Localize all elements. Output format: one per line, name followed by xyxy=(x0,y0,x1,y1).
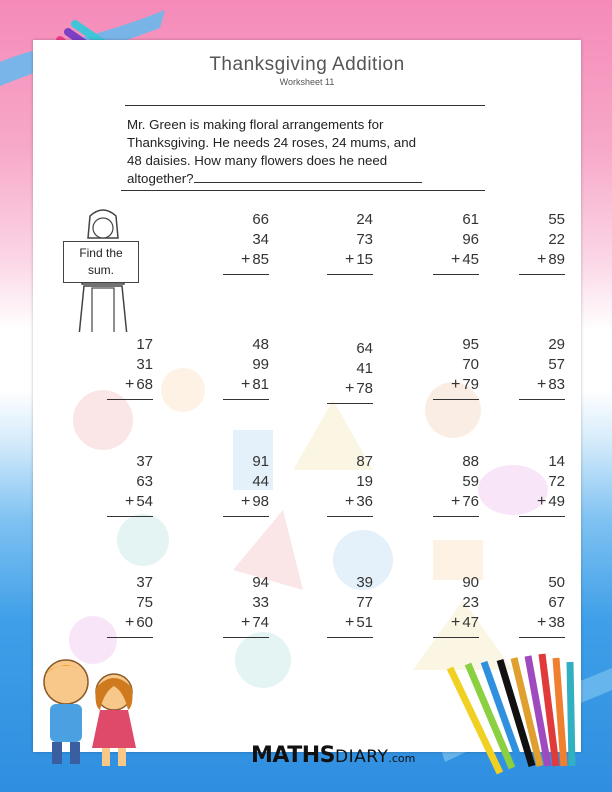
addition-problem xyxy=(209,335,269,400)
addition-problem xyxy=(209,573,269,638)
sum-line xyxy=(107,637,153,638)
addend-3: 36 xyxy=(356,493,373,510)
addend-2: 59 xyxy=(462,473,479,490)
addend-3: 74 xyxy=(252,614,269,631)
addend-2: 22 xyxy=(548,231,565,248)
addend-2: 34 xyxy=(252,231,269,248)
addition-problem xyxy=(93,573,153,638)
addend-1: 55 xyxy=(548,211,565,228)
addend-2: 77 xyxy=(356,594,373,611)
addend-3: 49 xyxy=(548,493,565,510)
addend-2: 67 xyxy=(548,594,565,611)
addend-2: 63 xyxy=(136,473,153,490)
addend-2: 99 xyxy=(252,356,269,373)
addend-1: 94 xyxy=(252,574,269,591)
addend-1: 64 xyxy=(356,340,373,357)
plus-sign: + xyxy=(536,376,547,393)
addend-2: 70 xyxy=(462,356,479,373)
sum-line xyxy=(433,637,479,638)
addend-1: 90 xyxy=(462,574,479,591)
plus-sign: + xyxy=(240,493,251,510)
children-illustration xyxy=(24,652,154,772)
addend-3: 60 xyxy=(136,614,153,631)
addend-1: 24 xyxy=(356,211,373,228)
addend-1: 29 xyxy=(548,336,565,353)
plus-sign: + xyxy=(344,251,355,268)
addend-3: 54 xyxy=(136,493,153,510)
sign-text-line-2: sum. xyxy=(87,263,114,277)
sum-line xyxy=(519,637,565,638)
addend-2: 96 xyxy=(462,231,479,248)
addition-problem xyxy=(505,452,565,517)
addend-2: 72 xyxy=(548,473,565,490)
addend-3-row xyxy=(313,379,373,399)
sum-line xyxy=(433,399,479,400)
addend-3: 83 xyxy=(548,376,565,393)
addend-3: 45 xyxy=(462,251,479,268)
addend-1: 48 xyxy=(252,336,269,353)
sum-line xyxy=(519,516,565,517)
bottom-rule xyxy=(121,190,485,191)
word-problem xyxy=(127,116,497,188)
plus-sign: + xyxy=(240,251,251,268)
sum-line xyxy=(223,274,269,275)
addend-3-row xyxy=(209,375,269,395)
addition-problem xyxy=(419,452,479,517)
addition-problem xyxy=(419,573,479,638)
sum-line xyxy=(107,399,153,400)
sum-line xyxy=(433,274,479,275)
sum-line xyxy=(519,274,565,275)
addend-3-row xyxy=(505,375,565,395)
addition-problem xyxy=(313,339,373,404)
plus-sign: + xyxy=(344,493,355,510)
addend-3-row xyxy=(313,613,373,633)
addend-2: 44 xyxy=(252,473,269,490)
sum-line xyxy=(327,516,373,517)
addend-1: 14 xyxy=(548,453,565,470)
plus-sign: + xyxy=(344,614,355,631)
addend-2: 73 xyxy=(356,231,373,248)
plus-sign: + xyxy=(536,251,547,268)
word-problem-line-4-text: altogether? xyxy=(127,171,194,186)
sum-line xyxy=(433,516,479,517)
addend-3-row xyxy=(209,492,269,512)
word-problem-line-3: 48 daisies. How many flowers does he need xyxy=(127,153,388,168)
addend-1: 66 xyxy=(252,211,269,228)
addend-3-row xyxy=(93,613,153,633)
plus-sign: + xyxy=(450,493,461,510)
logo-maths: MATHS xyxy=(251,743,335,768)
addend-1: 91 xyxy=(252,453,269,470)
addend-1: 61 xyxy=(462,211,479,228)
word-problem-line-2: Thanksgiving. He needs 24 roses, 24 mums, and xyxy=(127,135,416,150)
worksheet-page xyxy=(33,40,581,768)
word-problem-line-1: Mr. Green is making floral arrangements for xyxy=(127,117,384,132)
addend-3: 15 xyxy=(356,251,373,268)
addition-problem xyxy=(209,210,269,275)
worksheet-title: Thanksgiving Addition xyxy=(209,54,405,75)
addend-3-row xyxy=(419,250,479,270)
addend-3: 79 xyxy=(462,376,479,393)
plus-sign: + xyxy=(450,376,461,393)
addend-1: 50 xyxy=(548,574,565,591)
addend-3: 76 xyxy=(462,493,479,510)
addend-1: 37 xyxy=(136,574,153,591)
plus-sign: + xyxy=(240,376,251,393)
sum-line xyxy=(107,516,153,517)
addition-problem xyxy=(313,210,373,275)
plus-sign: + xyxy=(124,493,135,510)
addend-2: 57 xyxy=(548,356,565,373)
addend-3-row xyxy=(209,250,269,270)
addend-3: 85 xyxy=(252,251,269,268)
addend-3-row xyxy=(93,492,153,512)
addition-problem xyxy=(419,210,479,275)
addend-3-row xyxy=(313,250,373,270)
addend-3: 89 xyxy=(548,251,565,268)
addend-3-row xyxy=(505,492,565,512)
addend-1: 39 xyxy=(356,574,373,591)
sum-line xyxy=(327,637,373,638)
plus-sign: + xyxy=(450,614,461,631)
addition-problem xyxy=(505,335,565,400)
addend-3-row xyxy=(313,492,373,512)
sum-line xyxy=(223,637,269,638)
top-rule xyxy=(125,105,485,106)
addend-1: 87 xyxy=(356,453,373,470)
addend-1: 88 xyxy=(462,453,479,470)
addend-3-row xyxy=(209,613,269,633)
addend-3: 47 xyxy=(462,614,479,631)
addend-3: 68 xyxy=(136,376,153,393)
addend-2: 41 xyxy=(356,360,373,377)
addition-problem xyxy=(93,452,153,517)
plus-sign: + xyxy=(124,614,135,631)
plus-sign: + xyxy=(240,614,251,631)
addend-3: 51 xyxy=(356,614,373,631)
addend-2: 31 xyxy=(136,356,153,373)
addend-3: 78 xyxy=(356,380,373,397)
addition-problem xyxy=(419,335,479,400)
addend-1: 37 xyxy=(136,453,153,470)
addend-3-row xyxy=(505,613,565,633)
addend-2: 75 xyxy=(136,594,153,611)
addend-1: 17 xyxy=(136,336,153,353)
word-problem-line-4 xyxy=(127,170,497,188)
plus-sign: + xyxy=(344,380,355,397)
addition-problem xyxy=(313,452,373,517)
addition-problem xyxy=(313,573,373,638)
sum-line xyxy=(519,399,565,400)
sum-line xyxy=(223,516,269,517)
answer-blank xyxy=(194,170,422,183)
addend-1: 95 xyxy=(462,336,479,353)
find-the-sum-sign xyxy=(63,241,139,283)
logo-diary: DIARY xyxy=(334,747,389,767)
logo-com: .com xyxy=(388,752,416,765)
colored-pencils-icon xyxy=(440,648,600,778)
addend-2: 23 xyxy=(462,594,479,611)
sum-line xyxy=(223,399,269,400)
addend-3: 81 xyxy=(252,376,269,393)
addition-problem xyxy=(505,210,565,275)
addend-3-row xyxy=(419,375,479,395)
worksheet-subtitle: Worksheet 11 xyxy=(279,77,335,87)
addend-3: 98 xyxy=(252,493,269,510)
plus-sign: + xyxy=(536,614,547,631)
addend-3-row xyxy=(419,492,479,512)
addend-2: 19 xyxy=(356,473,373,490)
addend-2: 33 xyxy=(252,594,269,611)
addend-3-row xyxy=(93,375,153,395)
addition-problem xyxy=(93,335,153,400)
addition-problem xyxy=(505,573,565,638)
plus-sign: + xyxy=(124,376,135,393)
addition-problem xyxy=(209,452,269,517)
addend-3-row xyxy=(505,250,565,270)
sum-line xyxy=(327,403,373,404)
plus-sign: + xyxy=(536,493,547,510)
sum-line xyxy=(327,274,373,275)
addend-3: 38 xyxy=(548,614,565,631)
sign-text-line-1: Find the xyxy=(79,246,123,260)
mathsdiary-logo xyxy=(251,743,415,768)
addend-3-row xyxy=(419,613,479,633)
plus-sign: + xyxy=(450,251,461,268)
